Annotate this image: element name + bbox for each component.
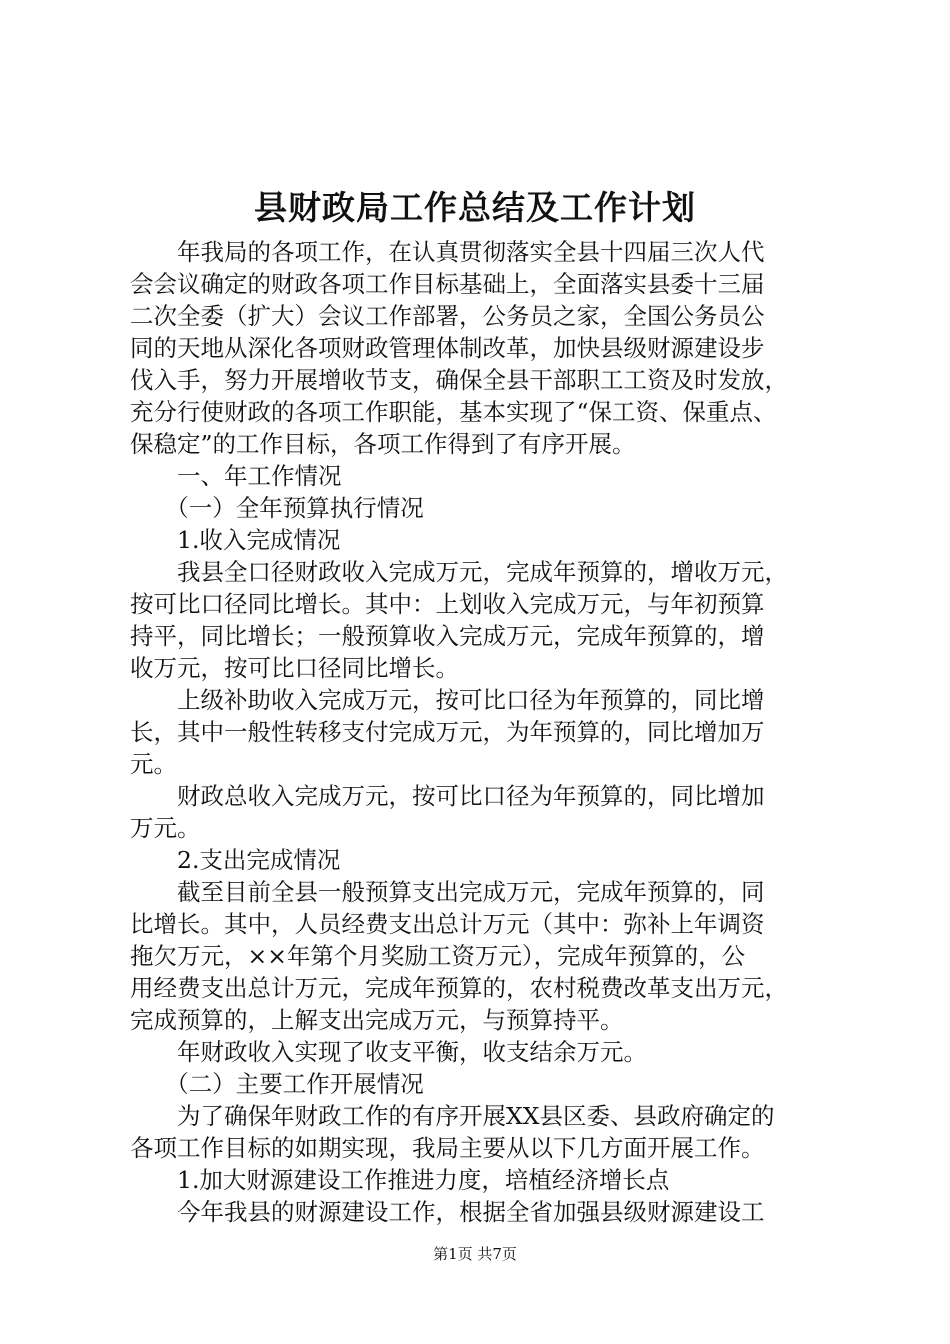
body-line: 上级补助收入完成万元，按可比口径为年预算的，同比增 (130, 686, 765, 714)
body-line: （二）主要工作开展情况 (130, 1070, 424, 1098)
body-line: 同的天地从深化各项财政管理体制改革，加快县级财源建设步 (130, 334, 765, 362)
body-line: 我县全口径财政收入完成万元，完成年预算的，增收万元， (130, 558, 788, 586)
body-line: 二次全委（扩大）会议工作部署，公务员之家，全国公务员公 (130, 302, 765, 330)
body-line: 持平，同比增长；一般预算收入完成万元，完成年预算的，增 (130, 622, 765, 650)
body-line: 长，其中一般性转移支付完成万元，为年预算的，同比增加万 (130, 718, 765, 746)
page-footer: 第1页 共7页 (433, 1245, 517, 1263)
body-line: 元。 (130, 750, 177, 778)
body-line: 保稳定”的工作目标，各项工作得到了有序开展。 (130, 430, 636, 458)
body-line: 会会议确定的财政各项工作目标基础上，全面落实县委十三届 (130, 270, 765, 298)
body-line: 比增长。其中，人员经费支出总计万元（其中：弥补上年调资 (130, 910, 765, 938)
body-line: （一）全年预算执行情况 (130, 494, 424, 522)
body-line: 为了确保年财政工作的有序开展XX县区委、县政府确定的 (130, 1102, 775, 1130)
body-line: 按可比口径同比增长。其中：上划收入完成万元，与年初预算 (130, 590, 765, 618)
body-line: 一、年工作情况 (130, 462, 342, 490)
body-line: 万元。 (130, 814, 201, 842)
body-line: 完成预算的，上解支出完成万元，与预算持平。 (130, 1006, 624, 1034)
body-line: 财政总收入完成万元，按可比口径为年预算的，同比增加 (130, 782, 765, 810)
body-line: 拖欠万元，××年第个月奖励工资万元），完成年预算的，公 (130, 942, 746, 970)
body-line: 各项工作目标的如期实现，我局主要从以下几方面开展工作。 (130, 1134, 765, 1162)
body-line: 截至目前全县一般预算支出完成万元，完成年预算的，同 (130, 878, 765, 906)
body-line: 充分行使财政的各项工作职能，基本实现了“保工资、保重点、 (130, 398, 777, 426)
document-body (130, 236, 830, 1228)
document-title: 县财政局工作总结及工作计划 (254, 188, 696, 227)
body-line: 收万元，按可比口径同比增长。 (130, 654, 459, 682)
body-line: 今年我县的财源建设工作，根据全省加强县级财源建设工 (130, 1198, 765, 1226)
body-line: 伐入手，努力开展增收节支，确保全县干部职工工资及时发放， (130, 366, 788, 394)
body-line: 2.支出完成情况 (130, 846, 341, 874)
body-line: 1.加大财源建设工作推进力度，培植经济增长点 (130, 1166, 670, 1194)
body-line: 1.收入完成情况 (130, 526, 341, 554)
body-line: 年财政收入实现了收支平衡，收支结余万元。 (130, 1038, 647, 1066)
body-line: 用经费支出总计万元，完成年预算的，农村税费改革支出万元， (130, 974, 788, 1002)
body-line: 年我局的各项工作，在认真贯彻落实全县十四届三次人代 (130, 238, 765, 266)
